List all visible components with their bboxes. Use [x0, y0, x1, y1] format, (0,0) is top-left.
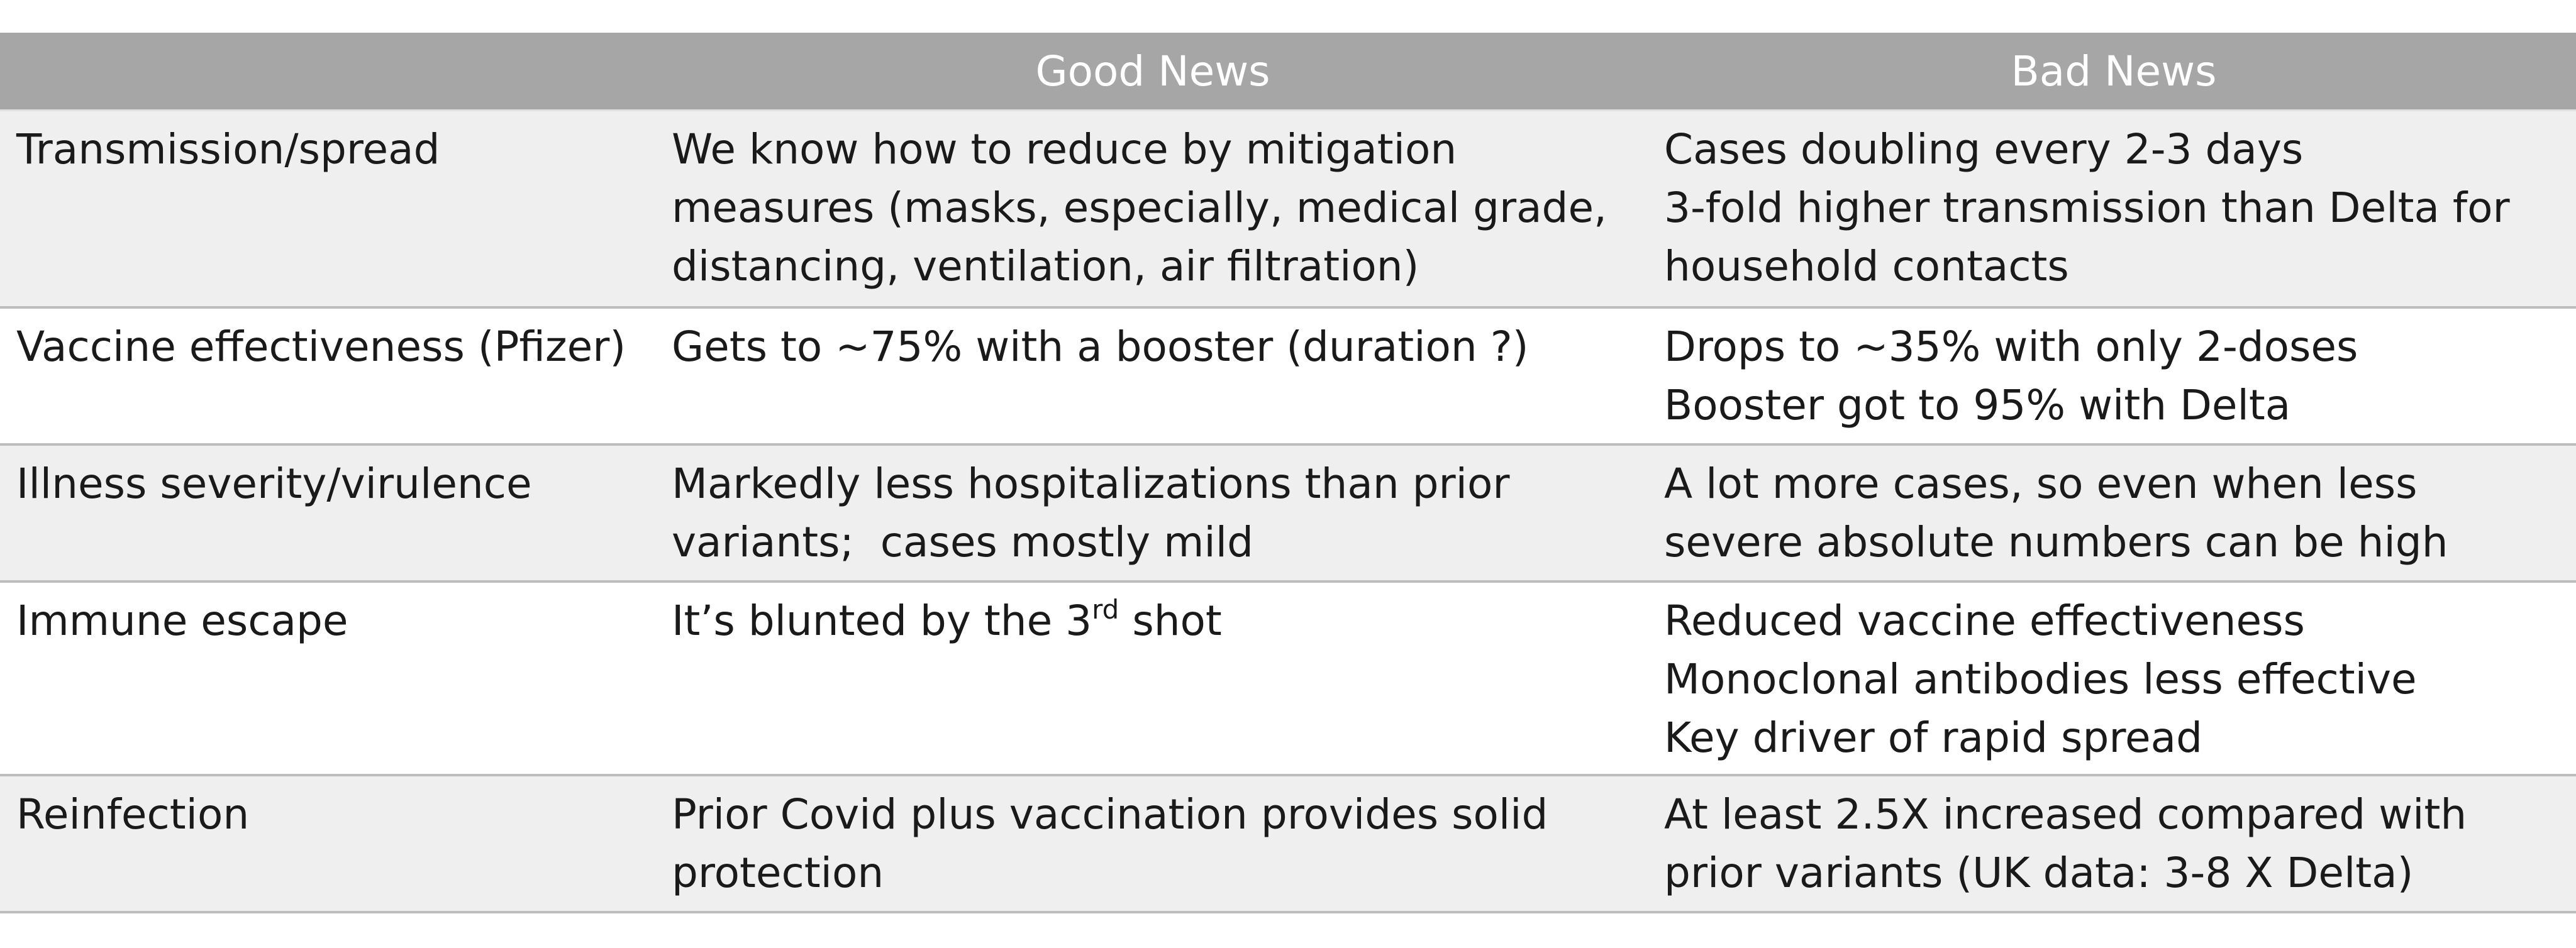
bad-news-line: Drops to ~35% with only 2-doses: [1664, 322, 2358, 371]
table-row: [0, 775, 2576, 912]
header-bad-news: Bad News: [1652, 33, 2576, 111]
good-news-line: It’s blunted by the 3rd shot: [672, 594, 1222, 645]
bad-news-line: Booster got to 95% with Delta: [1664, 381, 2291, 429]
row-bad-news: [1652, 775, 2576, 912]
good-news-line: Markedly less hospitalizations than prior: [672, 460, 1510, 508]
row-bad-news: [1652, 444, 2576, 581]
row-topic: Immune escape: [0, 581, 654, 775]
bad-news-line: 3-fold higher transmission than Delta for: [1664, 184, 2510, 232]
row-topic: Vaccine effectiveness (Pfizer): [0, 307, 654, 444]
row-good-news: [654, 775, 1652, 912]
bad-news-line: Monoclonal antibodies less effective: [1664, 655, 2417, 703]
table-row: [0, 444, 2576, 581]
table-row: [0, 111, 2576, 308]
table-row: [0, 307, 2576, 444]
bad-news-line: A lot more cases, so even when less: [1664, 460, 2418, 508]
row-good-news: [654, 581, 1652, 775]
header-topic: [0, 33, 654, 111]
bad-news-line: prior variants (UK data: 3-8 X Delta): [1664, 849, 2414, 897]
good-news-line: distancing, ventilation, air filtration): [672, 242, 1419, 290]
row-bad-news: [1652, 581, 2576, 775]
row-topic: Reinfection: [0, 775, 654, 912]
bad-news-line: Cases doubling every 2-3 days: [1664, 125, 2304, 174]
header-good-news: Good News: [654, 33, 1652, 111]
row-good-news: [654, 444, 1652, 581]
good-news-line: We know how to reduce by mitigation: [672, 125, 1457, 174]
header-row: [0, 33, 2576, 111]
good-news-line: Gets to ~75% with a booster (duration ?): [672, 322, 1529, 371]
good-news-line: Prior Covid plus vaccination provides solid: [672, 790, 1548, 839]
row-bad-news: [1652, 111, 2576, 308]
bad-news-line: household contacts: [1664, 242, 2069, 290]
good-news-line: protection: [672, 849, 884, 897]
row-good-news: [654, 111, 1652, 308]
omicron-good-bad-news-table: [0, 33, 2576, 913]
ordinal-superscript: rd: [1092, 594, 1119, 625]
row-bad-news: [1652, 307, 2576, 444]
row-good-news: [654, 307, 1652, 444]
table-row: [0, 581, 2576, 775]
row-topic: Transmission/spread: [0, 111, 654, 308]
comparison-table-container: [0, 33, 2576, 913]
good-news-line: variants; cases mostly mild: [672, 518, 1253, 566]
row-topic: Illness severity/virulence: [0, 444, 654, 581]
bad-news-line: Key driver of rapid spread: [1664, 714, 2202, 762]
bad-news-line: At least 2.5X increased compared with: [1664, 790, 2467, 839]
bad-news-line: Reduced vaccine effectiveness: [1664, 597, 2305, 645]
bad-news-line: severe absolute numbers can be high: [1664, 518, 2448, 566]
good-news-line: measures (masks, especially, medical grade,: [672, 184, 1607, 232]
